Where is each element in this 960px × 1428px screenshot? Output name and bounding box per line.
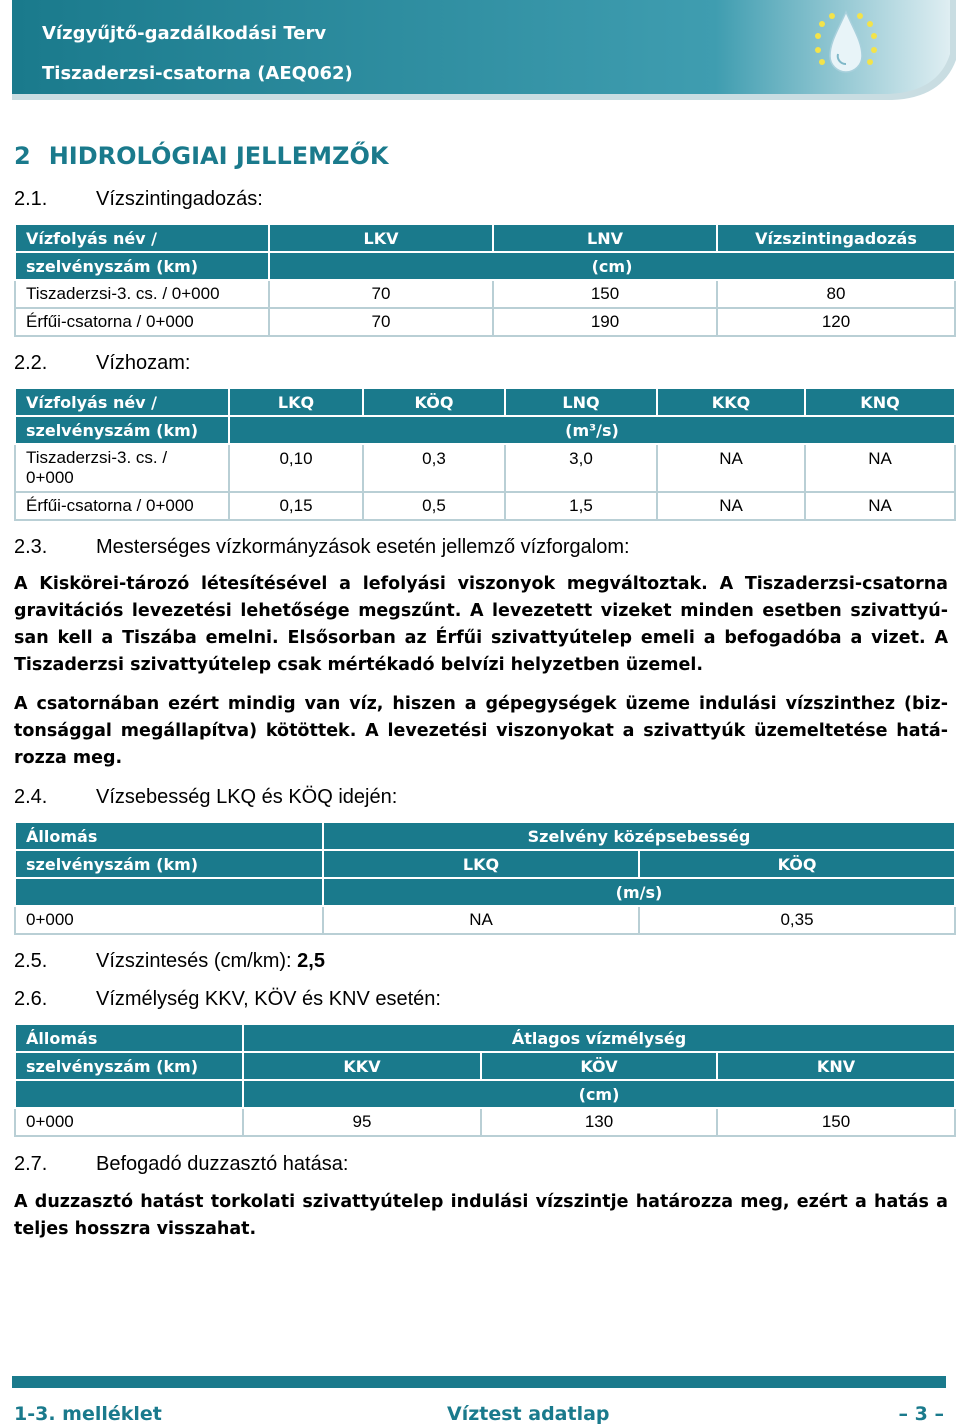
header-title: Vízgyűjtő-gazdálkodási Terv	[42, 23, 327, 44]
paragraph-artificial-control-2: A csatornában ezért mindig van víz, hiszen a gépegységek üzeme indulási vízszinthez (biz- tonsággal megállapítva) kötöttek. A levezetési viszonyokat a szivattyúk üzemeltetése hatá- rozza meg.	[14, 694, 948, 768]
table-header-cell: LKQ	[323, 850, 639, 878]
velocity-table	[14, 821, 956, 935]
table-header-cell	[15, 878, 323, 906]
table-header-cell: KÖQ	[363, 388, 505, 416]
table-header-cell: szelvényszám (km)	[15, 252, 269, 280]
section-2-7-title: 2.7. Befogadó duzzasztó hatása:	[14, 1153, 349, 1175]
slope-value: 2,5	[297, 950, 325, 972]
footer-page-number: – 3 –	[898, 1403, 944, 1425]
table-row: Tiszaderzsi-3. cs. / 0+000 0,10 0,3 3,0 NA NA	[15, 444, 955, 492]
discharge-table	[14, 387, 956, 521]
header-subtitle: Tiszaderzsi-csatorna (AEQ062)	[42, 63, 353, 84]
table-header-cell: szelvényszám (km)	[15, 850, 323, 878]
table-unit-cell: (cm)	[269, 252, 955, 280]
table-header-cell: KKV	[243, 1052, 481, 1080]
table-header-cell: Vízfolyás név /	[15, 224, 269, 252]
depth-table	[14, 1023, 956, 1137]
footer-band	[12, 1376, 946, 1388]
table-row: Tiszaderzsi-3. cs. / 0+000 70 150 80	[15, 280, 955, 308]
table-row: Érfűi-csatorna / 0+000 70 190 120	[15, 308, 955, 336]
table-header-cell: Vízszintingadozás	[717, 224, 955, 252]
table-header-cell: szelvényszám (km)	[15, 416, 229, 444]
section-2-6-title: 2.6. Vízmélység KKV, KÖV és KNV esetén:	[14, 988, 441, 1010]
table-header-cell: KNQ	[805, 388, 955, 416]
table-header-cell: Vízfolyás név /	[15, 388, 229, 416]
section-2-2-title: 2.2. Vízhozam:	[14, 352, 191, 374]
table-header-cell: LKQ	[229, 388, 363, 416]
table-row: 0+000 NA 0,35	[15, 906, 955, 934]
section-2-3-title: 2.3. Mesterséges vízkormányzások esetén jellemző vízforgalom:	[14, 536, 630, 558]
table-header-cell	[15, 1080, 243, 1108]
table-header-cell: Átlagos vízmélység	[243, 1024, 955, 1052]
table-header-cell: KNV	[717, 1052, 955, 1080]
eu-water-drop-logo-icon	[808, 6, 884, 86]
paragraph-artificial-control-1: A Kiskörei-tározó létesítésével a lefolyási viszonyok megváltoztak. A Tiszaderzsi-csatorna gravitációs levezetési lehetősége megszűnt. A levezetett vizeket minden esetben szivattyú- san kell a Tiszába emelni. Elsősorban az Érfűi szivattyútelep emeli a befogadóba a vizet. A Tiszaderzsi szivattyútelep csak mértékadó belvízi helyzetben üzemel.	[14, 574, 948, 675]
table-header-cell: KÖQ	[639, 850, 955, 878]
table-header-cell: szelvényszám (km)	[15, 1052, 243, 1080]
section-2-5-title: 2.5. Vízszintesés (cm/km): 2,5	[14, 950, 325, 972]
table-header-cell: LNQ	[505, 388, 657, 416]
section-2-1-title: 2.1. Vízszintingadozás:	[14, 188, 263, 210]
table-row: Érfűi-csatorna / 0+000 0,15 0,5 1,5 NA NA	[15, 492, 955, 520]
table-header-cell: Szelvény középsebesség	[323, 822, 955, 850]
table-header-cell: KKQ	[657, 388, 805, 416]
table-header-cell: Állomás	[15, 1024, 243, 1052]
chapter-heading: 2 HIDROLÓGIAI JELLEMZŐK	[14, 142, 389, 170]
water-level-table	[14, 223, 956, 337]
footer-doc-title: Víztest adatlap	[447, 1403, 610, 1425]
section-2-4-title: 2.4. Vízsebesség LKQ és KÖQ idején:	[14, 786, 398, 808]
table-header-cell: Állomás	[15, 822, 323, 850]
table-unit-cell: (m/s)	[323, 878, 955, 906]
table-header-cell: KÖV	[481, 1052, 717, 1080]
footer-annex: 1-3. melléklet	[14, 1403, 162, 1425]
table-unit-cell: (cm)	[243, 1080, 955, 1108]
table-header-cell: LNV	[493, 224, 717, 252]
table-unit-cell: (m³/s)	[229, 416, 955, 444]
table-header-cell: LKV	[269, 224, 493, 252]
table-row: 0+000 95 130 150	[15, 1108, 955, 1136]
paragraph-backwater: A duzzasztó hatást torkolati szivattyútelep indulási vízszintje határozza meg, ezért a hatás a teljes hosszra visszahat.	[14, 1192, 948, 1239]
